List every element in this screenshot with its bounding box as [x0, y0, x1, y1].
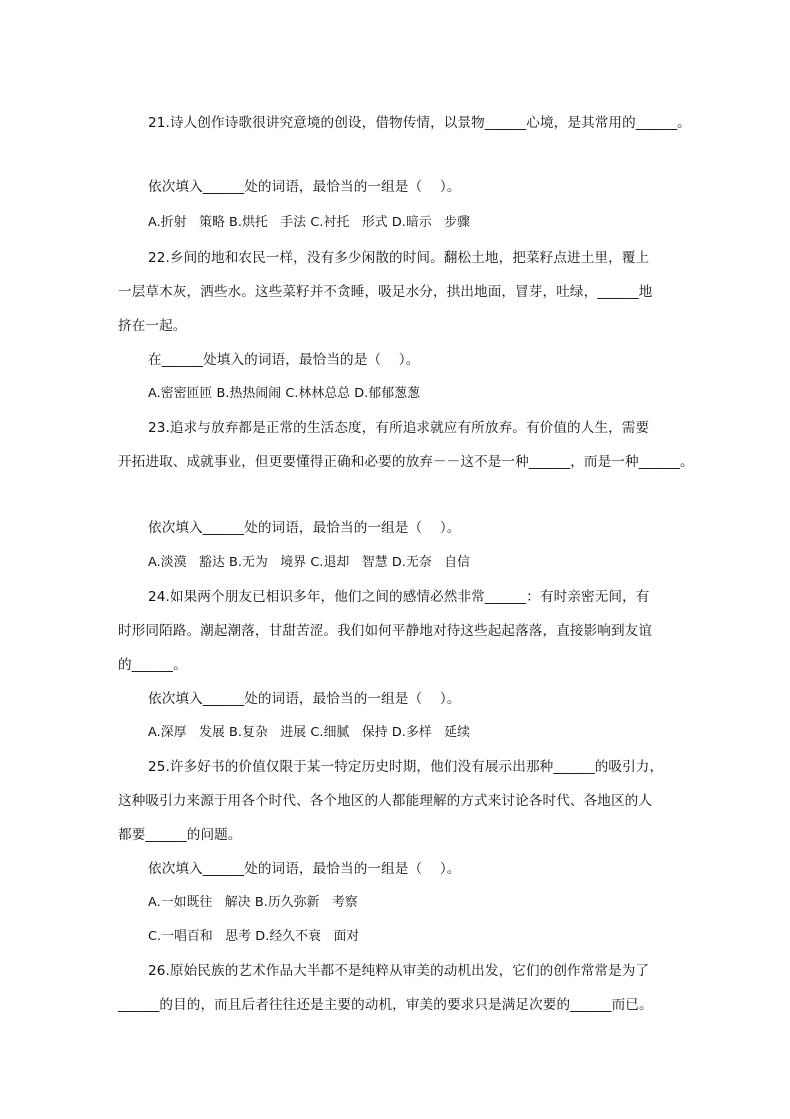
q25-stem-line1: 25.许多好书的价值仅限于某一特定历史时期，他们没有展示出那种______的吸引力，	[148, 759, 664, 775]
q23-stem-line1: 23.追求与放弃都是正常的生活态度，有所追求就应有所放弃。有价值的人生，需要	[148, 420, 650, 436]
q23-prompt: 依次填入______处的词语，最恰当的一组是（ ）。	[148, 520, 461, 536]
q24-stem-line2: 时形同陌路。潮起潮落，甘甜苦涩。我们如何平静地对待这些起起落落，直接影响到友谊	[118, 623, 653, 639]
q22-stem-line2: 一层草木灰，洒些水。这些菜籽并不贪睡，吸足水分，拱出地面，冒芽，吐绿，______地	[118, 284, 653, 300]
q24-options: A.深厚 发展 B.复杂 进展 C.细腻 保持 D.多样 延续	[148, 725, 471, 740]
q21-prompt: 依次填入______处的词语，最恰当的一组是（ ）。	[148, 179, 461, 195]
q26-stem-line1: 26.原始民族的艺术作品大半都不是纯粹从审美的动机出发，它们的创作常常是为了	[148, 963, 650, 979]
q23-options: A.淡漠 豁达 B.无为 境界 C.退却 智慧 D.无奈 自信	[148, 555, 471, 570]
q26-stem-line2: ______的目的，而且后者往往还是主要的动机，审美的要求只是满足次要的______而已。	[118, 997, 653, 1013]
q25-stem-line2: 这种吸引力来源于用各个时代、各个地区的人都能理解的方式来讨论各时代、各地区的人	[118, 793, 653, 809]
q25-stem-line3: 都要______的问题。	[118, 827, 242, 843]
q22-prompt: 在______处填入的词语，最恰当的是（ ）。	[148, 352, 420, 368]
q24-stem-line1: 24.如果两个朋友已相识多年，他们之间的感情必然非常______：有时亲密无间，有	[148, 589, 650, 605]
q22-options: A.密密匝匝 B.热热闹闹 C.林林总总 D.郁郁葱葱	[148, 386, 421, 401]
q24-stem-line3: 的______。	[118, 657, 187, 673]
q22-stem-line3: 挤在一起。	[118, 318, 187, 334]
q24-prompt: 依次填入______处的词语，最恰当的一组是（ ）。	[148, 691, 461, 707]
q25-options-line1: A.一如既往 解决 B.历久弥新 考察	[148, 895, 358, 910]
q23-stem-line2: 开拓进取、成就事业，但更要懂得正确和必要的放弃－－这不是一种______，而是一种______。	[118, 454, 694, 470]
q22-stem-line1: 22.乡间的地和农民一样，没有多少闲散的时间。翻松土地，把菜籽点进土里，覆上	[148, 250, 650, 266]
q21-stem: 21.诗人创作诗歌很讲究意境的创设，借物传情，以景物______心境，是其常用的______。	[148, 115, 691, 131]
q21-options: A.折射 策略 B.烘托 手法 C.衬托 形式 D.暗示 步骤	[148, 215, 471, 230]
q25-options-line2: C.一唱百和 思考 D.经久不衰 面对	[148, 929, 360, 944]
q25-prompt: 依次填入______处的词语，最恰当的一组是（ ）。	[148, 861, 461, 877]
